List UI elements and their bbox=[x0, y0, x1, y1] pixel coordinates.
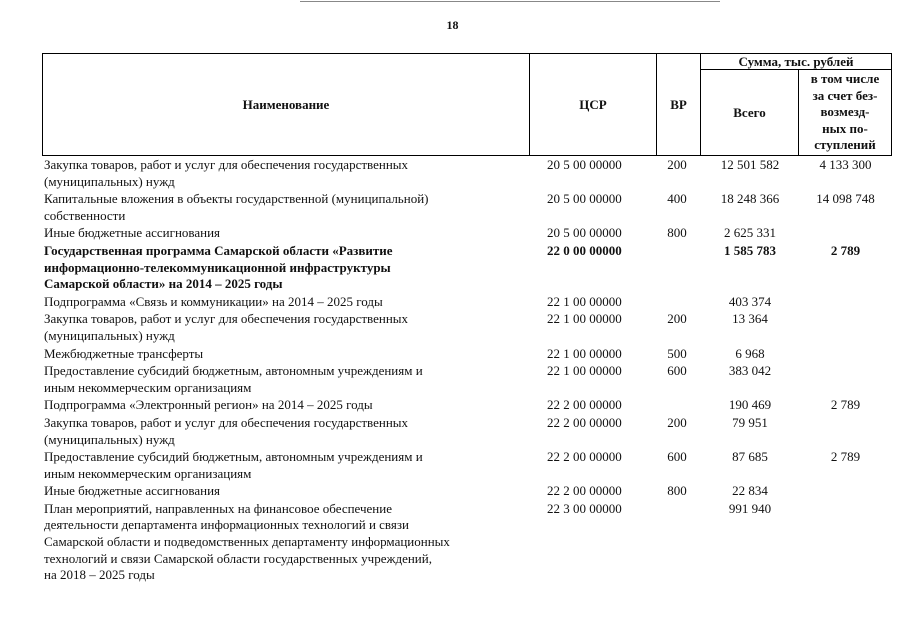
table-row bbox=[44, 191, 894, 224]
row-name-line: Иные бюджетные ассигнования bbox=[44, 225, 221, 241]
row-csr: 22 2 00 00000 bbox=[547, 483, 622, 499]
row-name bbox=[44, 363, 532, 396]
row-name bbox=[44, 311, 532, 344]
row-total: 1 585 783 bbox=[724, 242, 776, 258]
header-csr: ЦСР bbox=[579, 96, 607, 112]
table-row bbox=[44, 346, 894, 363]
scan-top-rule bbox=[300, 1, 720, 2]
row-total: 2 625 331 bbox=[724, 225, 776, 241]
table-row bbox=[44, 157, 894, 190]
row-name-line: Государственная программа Самарской области «Развитие bbox=[44, 242, 393, 258]
row-name bbox=[44, 501, 532, 584]
row-free: 4 133 300 bbox=[819, 157, 872, 172]
table-row bbox=[44, 294, 894, 311]
row-vr: 600 bbox=[667, 449, 687, 465]
row-name bbox=[44, 243, 532, 293]
row-csr: 20 5 00 00000 bbox=[547, 157, 622, 172]
row-name-line: на 2018 – 2025 годы bbox=[44, 567, 155, 583]
row-total: 383 042 bbox=[728, 363, 772, 379]
header-vr: ВР bbox=[670, 96, 687, 112]
row-vr: 200 bbox=[667, 414, 687, 430]
row-vr: 600 bbox=[667, 363, 687, 379]
row-name bbox=[44, 157, 532, 190]
row-total: 190 469 bbox=[728, 397, 772, 413]
table-row bbox=[44, 415, 894, 448]
row-name-line: собственности bbox=[44, 207, 126, 223]
row-name-line: (муниципальных) нужд bbox=[44, 173, 175, 189]
header-free bbox=[799, 70, 891, 155]
row-name bbox=[44, 397, 532, 414]
header-free-line: за счет без- bbox=[812, 87, 878, 103]
row-total: 13 364 bbox=[732, 311, 768, 327]
row-name-line: Капитальные вложения в объекты государственной (муниципальной) bbox=[44, 191, 429, 207]
row-csr: 20 5 00 00000 bbox=[547, 191, 622, 207]
row-name-line: иным некоммерческим организациям bbox=[44, 379, 252, 395]
row-name-line: Предоставление субсидий бюджетным, автономным учреждениям и bbox=[44, 449, 423, 465]
header-free-line: ных по- bbox=[822, 120, 868, 136]
row-name-line: План мероприятий, направленных на финансовое обеспечение bbox=[44, 500, 392, 516]
row-name-line: (муниципальных) нужд bbox=[44, 431, 175, 447]
table-row bbox=[44, 397, 894, 414]
row-vr: 500 bbox=[667, 345, 687, 361]
row-total: 79 951 bbox=[732, 414, 768, 430]
row-name bbox=[44, 225, 532, 242]
row-name bbox=[44, 191, 532, 224]
row-csr: 22 2 00 00000 bbox=[547, 414, 622, 430]
page-number: 18 bbox=[446, 18, 459, 32]
table-row bbox=[44, 483, 894, 500]
row-name-line: Закупка товаров, работ и услуг для обеспечения государственных bbox=[44, 414, 409, 430]
row-name bbox=[44, 346, 532, 363]
row-vr: 800 bbox=[667, 483, 687, 499]
table-row bbox=[44, 243, 894, 293]
row-vr: 200 bbox=[667, 311, 687, 327]
table-header bbox=[42, 53, 892, 156]
row-total: 87 685 bbox=[732, 449, 768, 465]
table-body bbox=[44, 157, 894, 585]
table-row bbox=[44, 501, 894, 584]
row-free: 14 098 748 bbox=[816, 191, 875, 207]
row-name-line: Самарской области и подведомственных департаменту информационных bbox=[44, 534, 450, 550]
header-name: Наименование bbox=[242, 96, 330, 112]
row-csr: 22 0 00 00000 bbox=[547, 242, 622, 258]
row-free: 2 789 bbox=[830, 449, 861, 465]
row-total: 12 501 582 bbox=[720, 157, 780, 172]
table-row bbox=[44, 363, 894, 396]
row-name-line: технологий и связи Самарской области государственных учреждений, bbox=[44, 550, 432, 566]
header-sum: Сумма, тыс. рублей bbox=[738, 53, 854, 69]
row-name bbox=[44, 449, 532, 482]
table-row bbox=[44, 449, 894, 482]
row-vr: 400 bbox=[667, 191, 687, 207]
row-csr: 22 1 00 00000 bbox=[547, 345, 622, 361]
row-total: 403 374 bbox=[728, 293, 772, 309]
row-total: 6 968 bbox=[735, 345, 765, 361]
row-name-line: Предоставление субсидий бюджетным, автономным учреждениям и bbox=[44, 363, 423, 379]
row-csr: 22 2 00 00000 bbox=[547, 397, 622, 413]
row-name-line: (муниципальных) нужд bbox=[44, 327, 175, 343]
row-csr: 22 1 00 00000 bbox=[547, 363, 622, 379]
row-name bbox=[44, 483, 532, 500]
row-name-line: Иные бюджетные ассигнования bbox=[44, 483, 221, 499]
row-name bbox=[44, 415, 532, 448]
row-name-line: Самарской области» на 2014 – 2025 годы bbox=[44, 276, 283, 292]
header-free-line: ступлений bbox=[814, 137, 876, 153]
row-csr: 22 1 00 00000 bbox=[547, 311, 622, 327]
row-name bbox=[44, 294, 532, 311]
header-free-line: возмезд- bbox=[820, 104, 870, 120]
row-vr: 800 bbox=[667, 225, 687, 241]
row-total: 18 248 366 bbox=[720, 191, 780, 207]
row-csr: 22 3 00 00000 bbox=[547, 500, 622, 516]
row-name-line: Межбюджетные трансферты bbox=[44, 345, 204, 361]
row-total: 991 940 bbox=[728, 500, 772, 516]
table-row bbox=[44, 311, 894, 344]
row-name-line: Закупка товаров, работ и услуг для обеспечения государственных bbox=[44, 311, 409, 327]
row-vr: 200 bbox=[667, 157, 687, 172]
row-name-line: иным некоммерческим организациям bbox=[44, 465, 252, 481]
row-csr: 22 1 00 00000 bbox=[547, 293, 622, 309]
row-name-line: Подпрограмма «Электронный регион» на 2014 – 2025 годы bbox=[44, 397, 373, 413]
row-free: 2 789 bbox=[830, 397, 861, 413]
row-name-line: Подпрограмма «Связь и коммуникации» на 2014 – 2025 годы bbox=[44, 293, 383, 309]
row-name-line: информационно-телекоммуникационной инфраструктуры bbox=[44, 259, 391, 275]
row-total: 22 834 bbox=[732, 483, 768, 499]
table-row bbox=[44, 225, 894, 242]
header-free-line: в том числе bbox=[810, 71, 880, 87]
row-csr: 20 5 00 00000 bbox=[547, 225, 622, 241]
row-name-line: деятельности департамента информационных технологий и связи bbox=[44, 517, 409, 533]
row-free: 2 789 bbox=[830, 242, 861, 258]
row-csr: 22 2 00 00000 bbox=[547, 449, 622, 465]
header-total: Всего bbox=[733, 104, 766, 120]
row-name-line: Закупка товаров, работ и услуг для обеспечения государственных bbox=[44, 157, 409, 172]
